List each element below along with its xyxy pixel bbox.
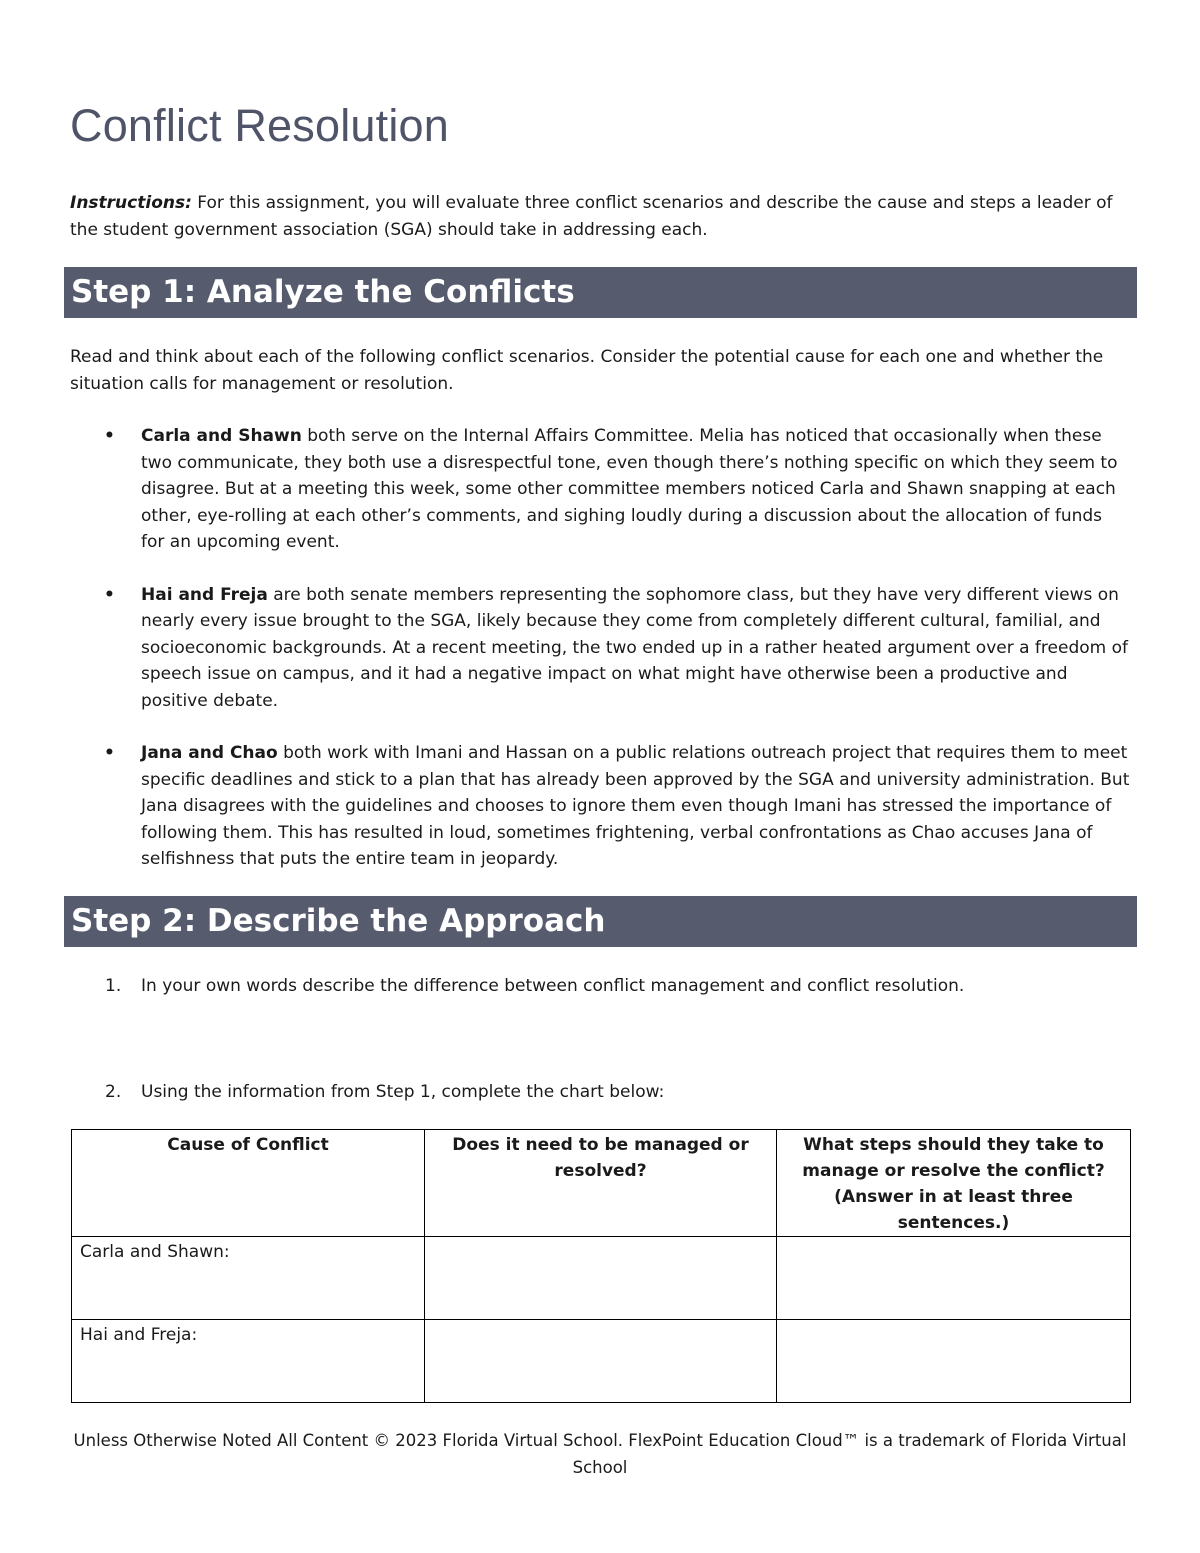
scenario-item-carla-shawn [70, 423, 1130, 556]
scenario-text: both work with Imani and Hassan on a public relations outreach project that requires them to meet specific deadlines and stick to a plan that has already been approved by the SGA and university administration. But Jana disagrees with the guidelines and chooses to ignore them even though Imani has stressed the importance of following them. This has resulted in loud, sometimes frightening, verbal confrontations as Chao accuses Jana of selfishness that puts the entire team in jeopardy. [141, 743, 1130, 869]
step1-heading-band [64, 267, 1137, 318]
instructions-text: For this assignment, you will evaluate three conflict scenarios and describe the cause and steps a leader of the student government association (SGA) should take in addressing each. [70, 193, 1113, 240]
cell-steps[interactable] [777, 1237, 1131, 1320]
scenario-names: Hai and Freja [141, 584, 268, 605]
question-text: In your own words describe the difference between conflict management and conflict resolution. [141, 976, 965, 996]
scenario-names: Jana and Chao [141, 743, 278, 763]
cell-managed-or-resolved[interactable] [425, 1237, 777, 1320]
table-header-row [72, 1130, 1131, 1237]
step1-intro: Read and think about each of the following conflict scenarios. Consider the potential cause for each one and whether the situation calls for management or resolution. [70, 347, 1104, 394]
bullet-icon: • [104, 426, 115, 446]
page-title: Conflict Resolution [70, 100, 449, 151]
bullet-icon: • [104, 743, 115, 763]
scenario-list [70, 423, 1130, 899]
copyright-footer: Unless Otherwise Noted All Content © 2023 Florida Virtual School. FlexPoint Education Cloud™ is a trademark of Florida Virtual School [73, 1431, 1127, 1477]
table-row [72, 1320, 1131, 1403]
step2-heading-band [64, 896, 1137, 947]
step2-heading: Step 2: Describe the Approach [71, 903, 606, 939]
cell-steps[interactable] [777, 1320, 1131, 1403]
scenario-names: Carla and Shawn [141, 426, 302, 446]
cell-cause[interactable]: Carla and Shawn: [72, 1237, 425, 1320]
scenario-item-jana-chao [70, 740, 1130, 873]
instructions-paragraph [70, 190, 1130, 243]
step1-heading: Step 1: Analyze the Conflicts [71, 274, 575, 310]
bullet-icon: • [104, 584, 115, 605]
question-number: 1. [105, 976, 122, 996]
scenario-item-hai-freja [70, 582, 1130, 715]
instructions-label: Instructions: [70, 193, 192, 213]
header-cause: Cause of Conflict [72, 1130, 425, 1237]
cell-managed-or-resolved[interactable] [425, 1320, 777, 1403]
table-row [72, 1237, 1131, 1320]
scenario-text: both serve on the Internal Affairs Committee. Melia has noticed that occasionally when these two communicate, they both use a disrespectful tone, even though there’s nothing specific on which they seem to disagree. But at a meeting this week, some other committee members noticed Carla and Shawn snapping at each other, eye-rolling at each other’s comments, and sighing loudly during a discussion about the allocation of funds for an upcoming event. [141, 426, 1118, 552]
question-text: Using the information from Step 1, complete the chart below: [141, 1082, 665, 1102]
conflict-chart-table [71, 1129, 1131, 1403]
header-managed-or-resolved: Does it need to be managed or resolved? [425, 1130, 777, 1237]
header-steps: What steps should they take to manage or resolve the conflict? (Answer in at least three sentences.) [777, 1130, 1131, 1237]
cell-cause[interactable]: Hai and Freja: [72, 1320, 425, 1403]
scenario-text: are both senate members representing the sophomore class, but they have very different views on nearly every issue brought to the SGA, likely because they come from completely different cultural, familial, and socioeconomic backgrounds. At a recent meeting, the two ended up in a rather heated argument over a freedom of speech issue on campus, and it had a negative impact on what might have otherwise been a productive and positive debate. [141, 584, 1128, 711]
question-number: 2. [105, 1082, 122, 1102]
